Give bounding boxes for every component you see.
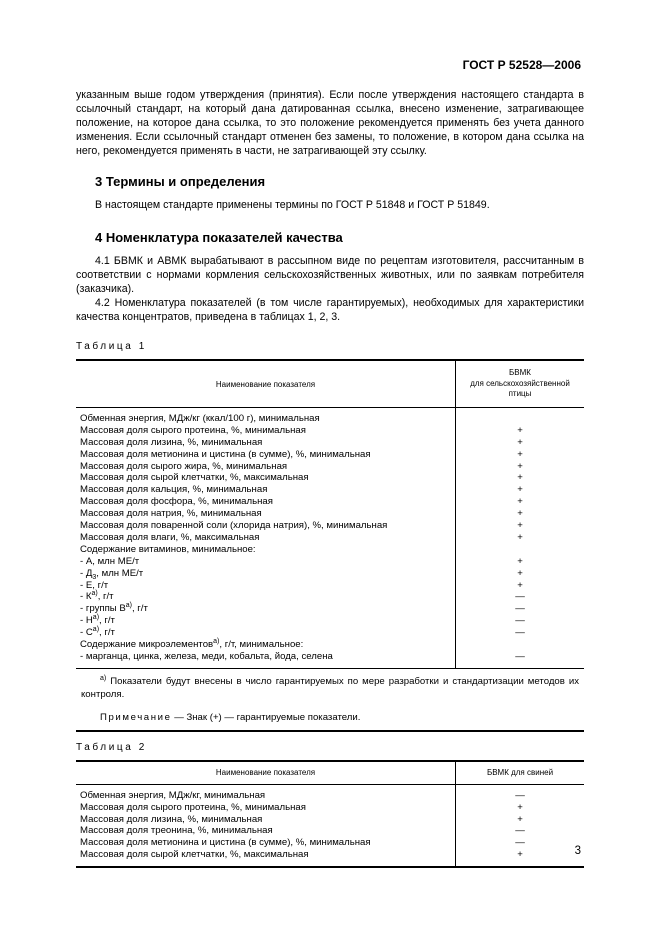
table-cell: +: [517, 508, 523, 520]
table-row: Массовая доля сырого протеина, %, минимальная: [80, 801, 306, 813]
table-cell: [460, 413, 580, 425]
table-cell: +: [517, 436, 523, 448]
table-cell: +: [517, 849, 523, 861]
table-1-header-name: Наименование показателя: [76, 360, 456, 408]
table-cell: +: [517, 460, 523, 472]
table-row: Обменная энергия, МДж/кг (ккал/100 г), минимальная: [80, 413, 320, 425]
table-2-values: [456, 784, 585, 867]
table-cell: +: [517, 484, 523, 496]
table-cell: —: [515, 837, 525, 849]
table-row: Массовая доля лизина, %, минимальная: [80, 813, 263, 825]
vitamin-a: - А, млн МЕ/т: [80, 555, 140, 567]
table-1-note: Примечание — Знак (+) — гарантируемые показатели.: [100, 711, 361, 723]
table-1-header-value-line2: для сельскохозяйственной: [470, 378, 570, 388]
table-cell: +: [517, 424, 523, 436]
micro-item: - марганца, цинка, железа, меди, кобальта, йода, селена: [80, 650, 333, 662]
table-1-body: [76, 408, 584, 669]
table-row: Массовая доля поваренной соли (хлорида натрия), %, минимальная: [80, 520, 388, 532]
table-2-header: [76, 761, 584, 785]
table-1: [76, 359, 584, 732]
table-row: Массовая доля метионина и цистина (в сумме), %, минимальная: [80, 448, 371, 460]
table-row: Массовая доля сырой клетчатки, %, максимальная: [80, 849, 309, 861]
table-2-body: [76, 784, 584, 867]
vitamin-e: - Е, г/т: [80, 579, 109, 591]
table-row: Массовая доля треонина, %, минимальная: [80, 825, 273, 837]
table-row: Массовая доля сырого жира, %, минимальная: [80, 460, 288, 472]
table-2: [76, 760, 584, 868]
table-row: Массовая доля кальция, %, минимальная: [80, 484, 268, 496]
vitamin-k: - $К^{а)}$, г/т: [80, 590, 114, 603]
table-1-note-cell: [76, 668, 584, 731]
vitamin-c: - $С^{а)}$, г/т: [80, 625, 115, 639]
table-cell: +: [517, 579, 523, 591]
table-cell: +: [517, 555, 523, 567]
document-code: ГОСТ Р 52528—2006: [462, 58, 581, 72]
table-1-names: [76, 408, 456, 669]
table-row: Массовая доля метионина и цистина (в сумме), %, минимальная: [80, 837, 371, 849]
table-cell: —: [515, 825, 525, 837]
table-cell: +: [517, 496, 523, 508]
table-2-caption: Таблица 2: [76, 741, 147, 753]
vitamin-d3: - $Д_3$, млн МЕ/т: [80, 567, 144, 581]
vitamins-heading: Содержание витаминов, минимальное:: [80, 543, 256, 555]
table-cell: +: [517, 520, 523, 532]
table-row: Массовая доля влаги, %, максимальная: [80, 531, 260, 543]
table-cell: —: [515, 650, 525, 662]
table-cell: +: [517, 472, 523, 484]
table-row: Массовая доля лизина, %, минимальная: [80, 436, 263, 448]
table-1-header-value-line3: птицы: [508, 389, 532, 399]
intro-paragraph: указанным выше годом утверждения (принятия). Если после утверждения настоящего стандарта в ссылочный стандарт, на который дана датированная ссылка, внесено изменение, затрагивающее положение, на которое дана ссылка, то это положение рекомендуется применять без учета данного изменения. Если ссылочный стандарт отменен без замены, то положение, в котором дана ссылка на него, рекомендуется применять в части, не затрагивающей эту ссылку.: [76, 89, 584, 158]
table-row: Обменная энергия, МДж/кг, минимальная: [80, 789, 266, 801]
table-2-header-value: БВМК для свиней: [456, 761, 585, 785]
table-cell: —: [515, 627, 525, 639]
table-row: Массовая доля натрия, %, минимальная: [80, 508, 262, 520]
table-2-header-name: Наименование показателя: [76, 761, 456, 785]
table-cell: +: [517, 531, 523, 543]
section-4-2-text: 4.2 Номенклатура показателей (в том числе гарантируемых), необходимых для характеристики качества концентратов, приведена в таблицах 1, 2, 3.: [76, 296, 584, 323]
table-cell-empty: [460, 544, 580, 556]
page-content: [76, 88, 584, 868]
vitamin-b: - группы $В^{а)}$, г/т: [80, 602, 148, 615]
page-number: 3: [574, 845, 581, 857]
table-cell: +: [517, 813, 523, 825]
table-1-notes: [76, 668, 584, 731]
table-row: Массовая доля сырой клетчатки, %, максимальная: [80, 472, 309, 484]
table-1-header-value: [456, 360, 585, 408]
table-cell: —: [515, 591, 525, 603]
table-1-header-value-line1: БВМК: [509, 368, 531, 378]
table-1-header: [76, 360, 584, 408]
section-3-text: В настоящем стандарте применены термины по ГОСТ Р 51848 и ГОСТ Р 51849.: [95, 199, 490, 212]
table-1-footnote: $^{а)}$ Показатели будут внесены в число гарантируемых по мере разработки и стандартизации методов их контроля.: [81, 674, 579, 700]
vitamin-h: - $Н^{а)}$, г/т: [80, 613, 115, 627]
table-1-values: [456, 408, 585, 669]
table-cell-empty: [460, 639, 580, 651]
table-cell: —: [515, 789, 525, 801]
table-cell: +: [517, 448, 523, 460]
table-row: Массовая доля сырого протеина, %, минимальная: [80, 424, 306, 436]
table-2-names: [76, 784, 456, 867]
table-cell: —: [515, 615, 525, 627]
section-4-1-text: 4.1 БВМК и АВМК вырабатывают в рассыпном виде по рецептам изготовителя, рассчитанным в соответствии с нормами кормления сельскохозяйственных животных, или по заявкам потребителя (заказчика).: [76, 254, 584, 295]
table-cell: +: [517, 567, 523, 579]
section-3-title: 3 Термины и определения: [95, 174, 266, 190]
table-1-caption: Таблица 1: [76, 341, 147, 353]
micro-heading: Содержание микроэлементов$^{а)}$, г/т, минимальное:: [80, 637, 304, 650]
table-row: Массовая доля фосфора, %, минимальная: [80, 496, 273, 508]
table-cell: —: [515, 603, 525, 615]
section-4-title: 4 Номенклатура показателей качества: [95, 229, 343, 245]
table-cell: +: [517, 801, 523, 813]
